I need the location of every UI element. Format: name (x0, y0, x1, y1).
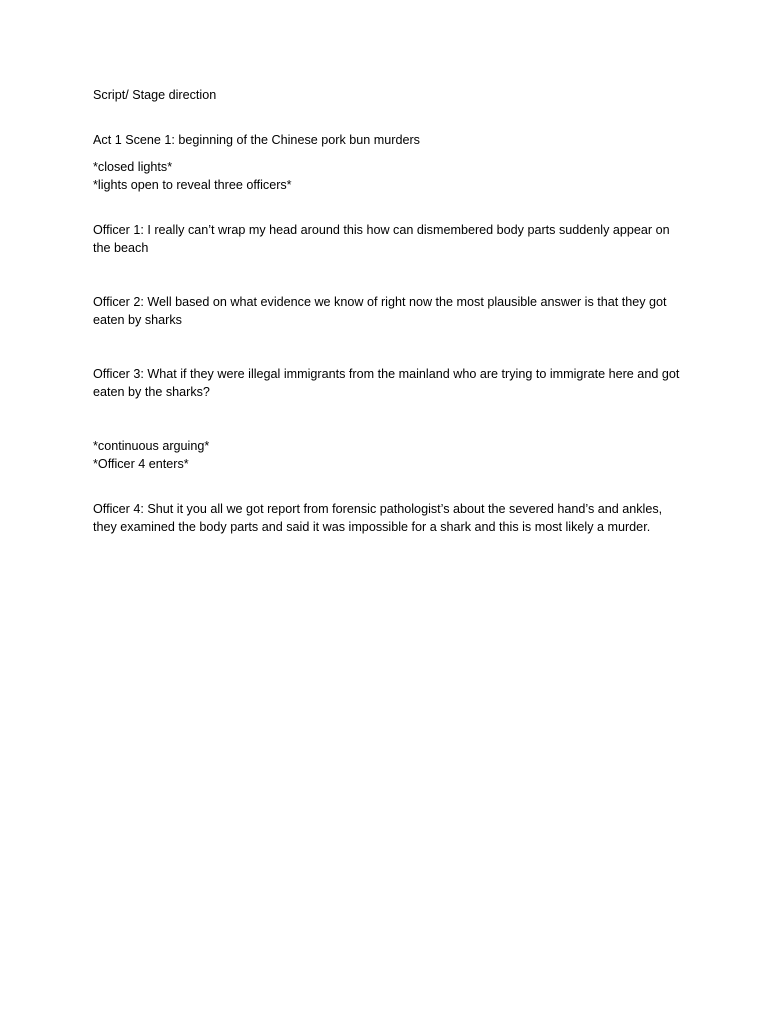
document-title: Script/ Stage direction (93, 88, 217, 102)
stage-direction: *Officer 4 enters* (93, 457, 189, 471)
stage-directions-opening (93, 158, 683, 194)
officer-1-line: Officer 1: I really can’t wrap my head around this how can dismembered body parts suddenly appear on the beach (93, 223, 670, 255)
stage-direction: *continuous arguing* (93, 439, 210, 453)
officer-3-line: Officer 3: What if they were illegal immigrants from the mainland who are trying to immigrate here and got eaten by the sharks? (93, 367, 680, 399)
officer-2-line: Officer 2: Well based on what evidence we know of right now the most plausible answer is that they got eaten by sharks (93, 295, 667, 327)
stage-direction: *lights open to reveal three officers* (93, 178, 292, 192)
officer-4-line: Officer 4: Shut it you all we got report from forensic pathologist’s about the severed hand’s and ankles, they examined the body parts and said it was impossible for a shark and this is most likely a murder. (93, 502, 663, 534)
script-content (93, 86, 683, 536)
stage-directions-arguing (93, 437, 683, 473)
scene-heading: Act 1 Scene 1: beginning of the Chinese pork bun murders (93, 133, 420, 147)
stage-direction: *closed lights* (93, 160, 173, 174)
